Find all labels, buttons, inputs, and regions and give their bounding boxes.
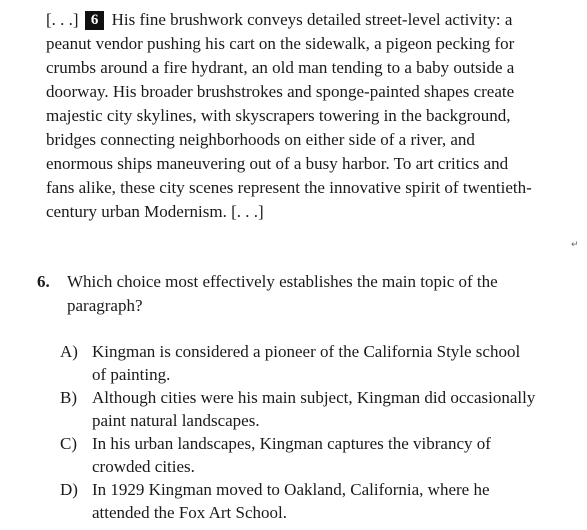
passage-line [46,8,576,32]
choice-letter: C) [60,434,77,453]
choice-text-line: paint natural landscapes. [92,411,260,430]
choice-letter: B) [60,388,77,407]
passage-line: majestic city skylines, with skyscrapers towering in the background, [46,106,511,125]
passage-line: fans alike, these city scenes represent the innovative spirit of twentieth- [46,178,532,197]
choice-text-line: Kingman is considered a pioneer of the California Style school [92,342,521,361]
choice-text [92,386,570,432]
question-number: 6. [37,272,50,291]
passage-line: century urban Modernism. [. . .] [46,202,264,221]
passage-line: doorway. His broader brushstrokes and sponge-painted shapes create [46,82,515,101]
question-stem-line: Which choice most effectively establishes the main topic of the [67,272,498,291]
question-stem-line: paragraph? [67,296,143,315]
passage-line: bridges connecting neighborhoods on either side of a river, and [46,130,475,149]
choice-c[interactable] [60,432,570,478]
choice-letter: D) [60,480,78,499]
open-ellipsis: [. . .] [46,10,79,29]
choice-text-line: of painting. [92,365,171,384]
choice-text-line: In his urban landscapes, Kingman captures the vibrancy of [92,434,491,453]
passage-line-text: His fine brushwork conveys detailed street-level activity: a [111,10,513,29]
choice-text [92,432,570,478]
paragraph-return-icon: ↵ [571,240,579,250]
choice-b[interactable] [60,386,570,432]
choice-a[interactable] [60,340,570,386]
question-marker-badge: 6 [85,11,105,30]
choice-text-line: Although cities were his main subject, Kingman did occasionally [92,388,536,407]
question-stem [67,270,567,318]
choice-text [92,478,570,524]
answer-choices [60,340,570,524]
choice-letter: A) [60,342,78,361]
passage [46,8,576,224]
passage-line: enormous ships maneuvering out of a busy harbor. To art critics and [46,154,509,173]
passage-line: peanut vendor pushing his cart on the sidewalk, a pigeon pecking for [46,34,515,53]
choice-text-line: crowded cities. [92,457,195,476]
choice-text-line: In 1929 Kingman moved to Oakland, California, where he [92,480,490,499]
passage-line: crumbs around a fire hydrant, an old man tending to a baby outside a [46,58,515,77]
choice-d[interactable] [60,478,570,524]
choice-text-line: attended the Fox Art School. [92,503,288,522]
choice-text [92,340,570,386]
